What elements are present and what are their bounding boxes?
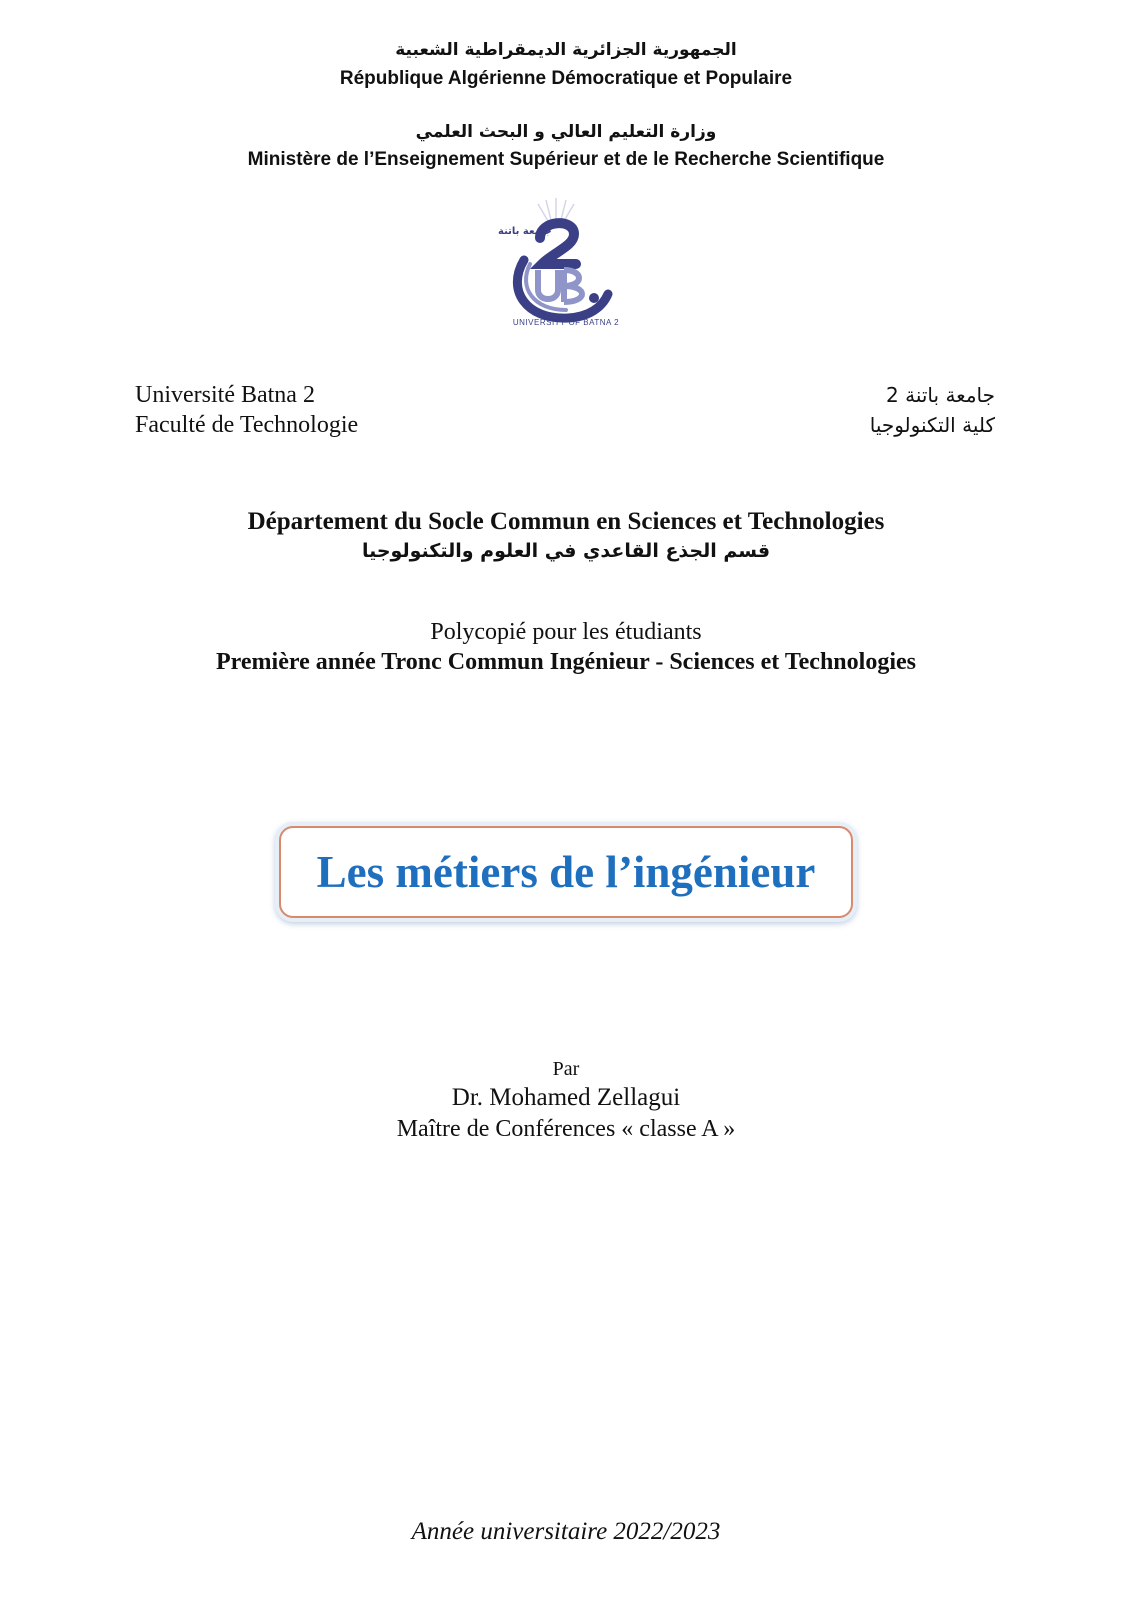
ministry-arabic: وزارة التعليم العالي و البحث العلمي	[415, 122, 717, 142]
course-level: Première année Tronc Commun Ingénieur - Sciences et Technologies	[216, 649, 916, 675]
republic-french: République Algérienne Démocratique et Populaire	[339, 68, 793, 89]
faculty-name-fr: Faculté de Technologie	[135, 412, 359, 438]
ministry-french: Ministère de l’Enseignement Supérieur et de le Recherche Scientifique	[247, 149, 885, 170]
course-intro: Polycopié pour les étudiants	[430, 619, 702, 645]
document-title: Les métiers de l’ingénieur	[316, 847, 816, 897]
author-name: Dr. Mohamed Zellagui	[451, 1084, 681, 1111]
title-box	[279, 826, 853, 918]
department-name-ar: قسم الجذع القاعدي في العلوم والتكنولوجيا	[361, 540, 771, 562]
university-name-fr: Université Batna 2	[135, 382, 315, 408]
department-name-fr: Département du Socle Commun en Sciences et Technologies	[247, 508, 885, 535]
logo-latin-text: UNIVERSITY OF BATNA 2	[512, 318, 620, 327]
logo-arabic-text: جامعة باتنة	[498, 226, 552, 237]
university-name-ar: جامعة باتنة 2	[886, 383, 995, 407]
university-logo	[496, 190, 636, 340]
republic-arabic: الجمهورية الجزائرية الديمقراطية الشعبية	[395, 40, 737, 60]
author-rank: Maître de Conférences « classe A »	[396, 1116, 736, 1142]
academic-year: Année universitaire 2022/2023	[411, 1518, 721, 1545]
faculty-name-ar: كلية التكنولوجيا	[869, 413, 995, 437]
author-by: Par	[552, 1058, 580, 1080]
